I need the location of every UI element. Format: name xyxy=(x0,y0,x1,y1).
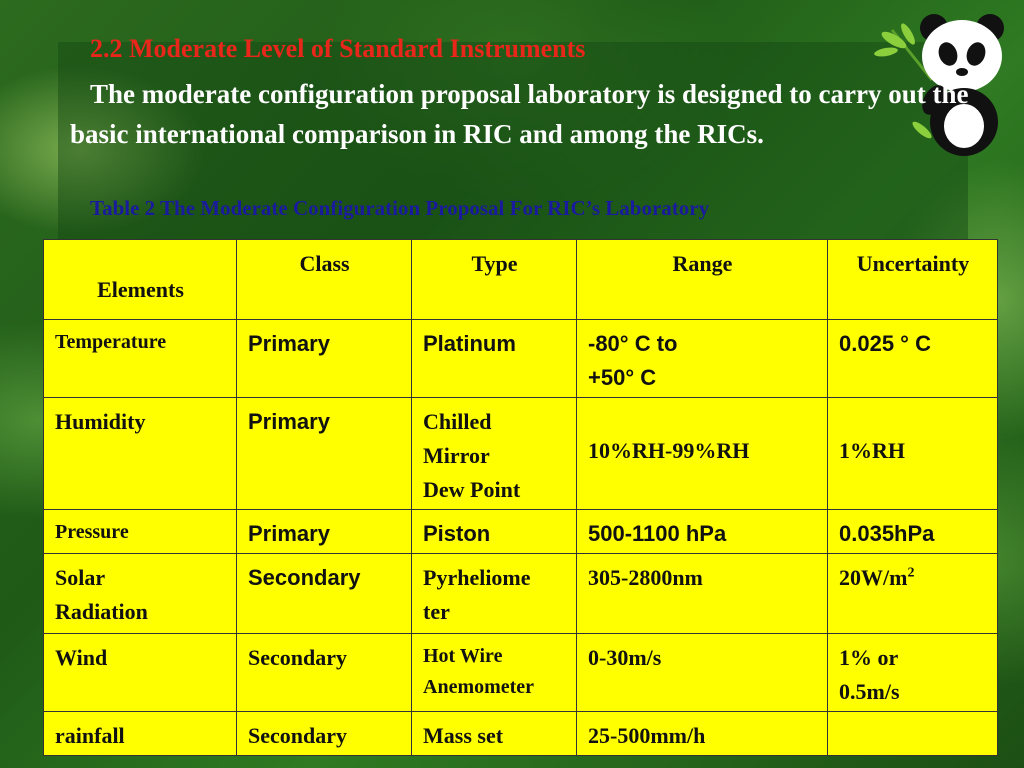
cell-uncertainty xyxy=(828,712,998,756)
cell-type: Chilled Mirror Dew Point xyxy=(412,398,577,510)
cell-class: Primary xyxy=(237,398,412,510)
intro-paragraph: The moderate configuration proposal laboratory is designed to carry out the basic international comparison in RIC and among the RICs. xyxy=(70,79,969,149)
cell-range: 10%RH-99%RH xyxy=(577,398,828,510)
table-caption: Table 2 The Moderate Configuration Proposal For RIC’s Laboratory xyxy=(90,196,710,220)
table-row xyxy=(44,510,998,554)
cell-class: Secondary xyxy=(237,712,412,756)
table-row xyxy=(44,634,998,712)
cell-type: Hot Wire Anemometer xyxy=(412,634,577,712)
cell-class: Secondary xyxy=(237,554,412,634)
cell-element: Solar Radiation xyxy=(44,554,237,634)
header-range: Range xyxy=(577,240,828,320)
section-heading: 2.2 Moderate Level of Standard Instruments xyxy=(90,34,586,63)
table-row xyxy=(44,320,998,398)
instruments-table xyxy=(43,239,998,756)
cell-type: Piston xyxy=(412,510,577,554)
cell-element: Pressure xyxy=(44,510,237,554)
cell-uncertainty: $20W/m^2$ xyxy=(828,554,998,634)
header-type: Type xyxy=(412,240,577,320)
cell-type: Mass set xyxy=(412,712,577,756)
cell-uncertainty: 0.025 ° C xyxy=(828,320,998,398)
cell-range: -80° C to +50° C xyxy=(577,320,828,398)
cell-uncertainty: 1%RH xyxy=(828,398,998,510)
cell-range: 500-1100 hPa xyxy=(577,510,828,554)
cell-class: Secondary xyxy=(237,634,412,712)
cell-range: 305-2800nm xyxy=(577,554,828,634)
cell-uncertainty: 0.035hPa xyxy=(828,510,998,554)
table-row xyxy=(44,712,998,756)
table-row xyxy=(44,554,998,634)
table-header-row xyxy=(44,240,998,320)
header-uncertainty: Uncertainty xyxy=(828,240,998,320)
cell-element: rainfall xyxy=(44,712,237,756)
cell-type: Pyrheliome ter xyxy=(412,554,577,634)
cell-range: 0-30m/s xyxy=(577,634,828,712)
cell-uncertainty: 1% or 0.5m/s xyxy=(828,634,998,712)
header-class: Class xyxy=(237,240,412,320)
table-row xyxy=(44,398,998,510)
cell-range: 25-500mm/h xyxy=(577,712,828,756)
cell-type: Platinum xyxy=(412,320,577,398)
cell-element: Humidity xyxy=(44,398,237,510)
cell-class: Primary xyxy=(237,320,412,398)
cell-class: Primary xyxy=(237,510,412,554)
header-elements: Elements xyxy=(44,240,237,320)
cell-element: Temperature xyxy=(44,320,237,398)
cell-element: Wind xyxy=(44,634,237,712)
